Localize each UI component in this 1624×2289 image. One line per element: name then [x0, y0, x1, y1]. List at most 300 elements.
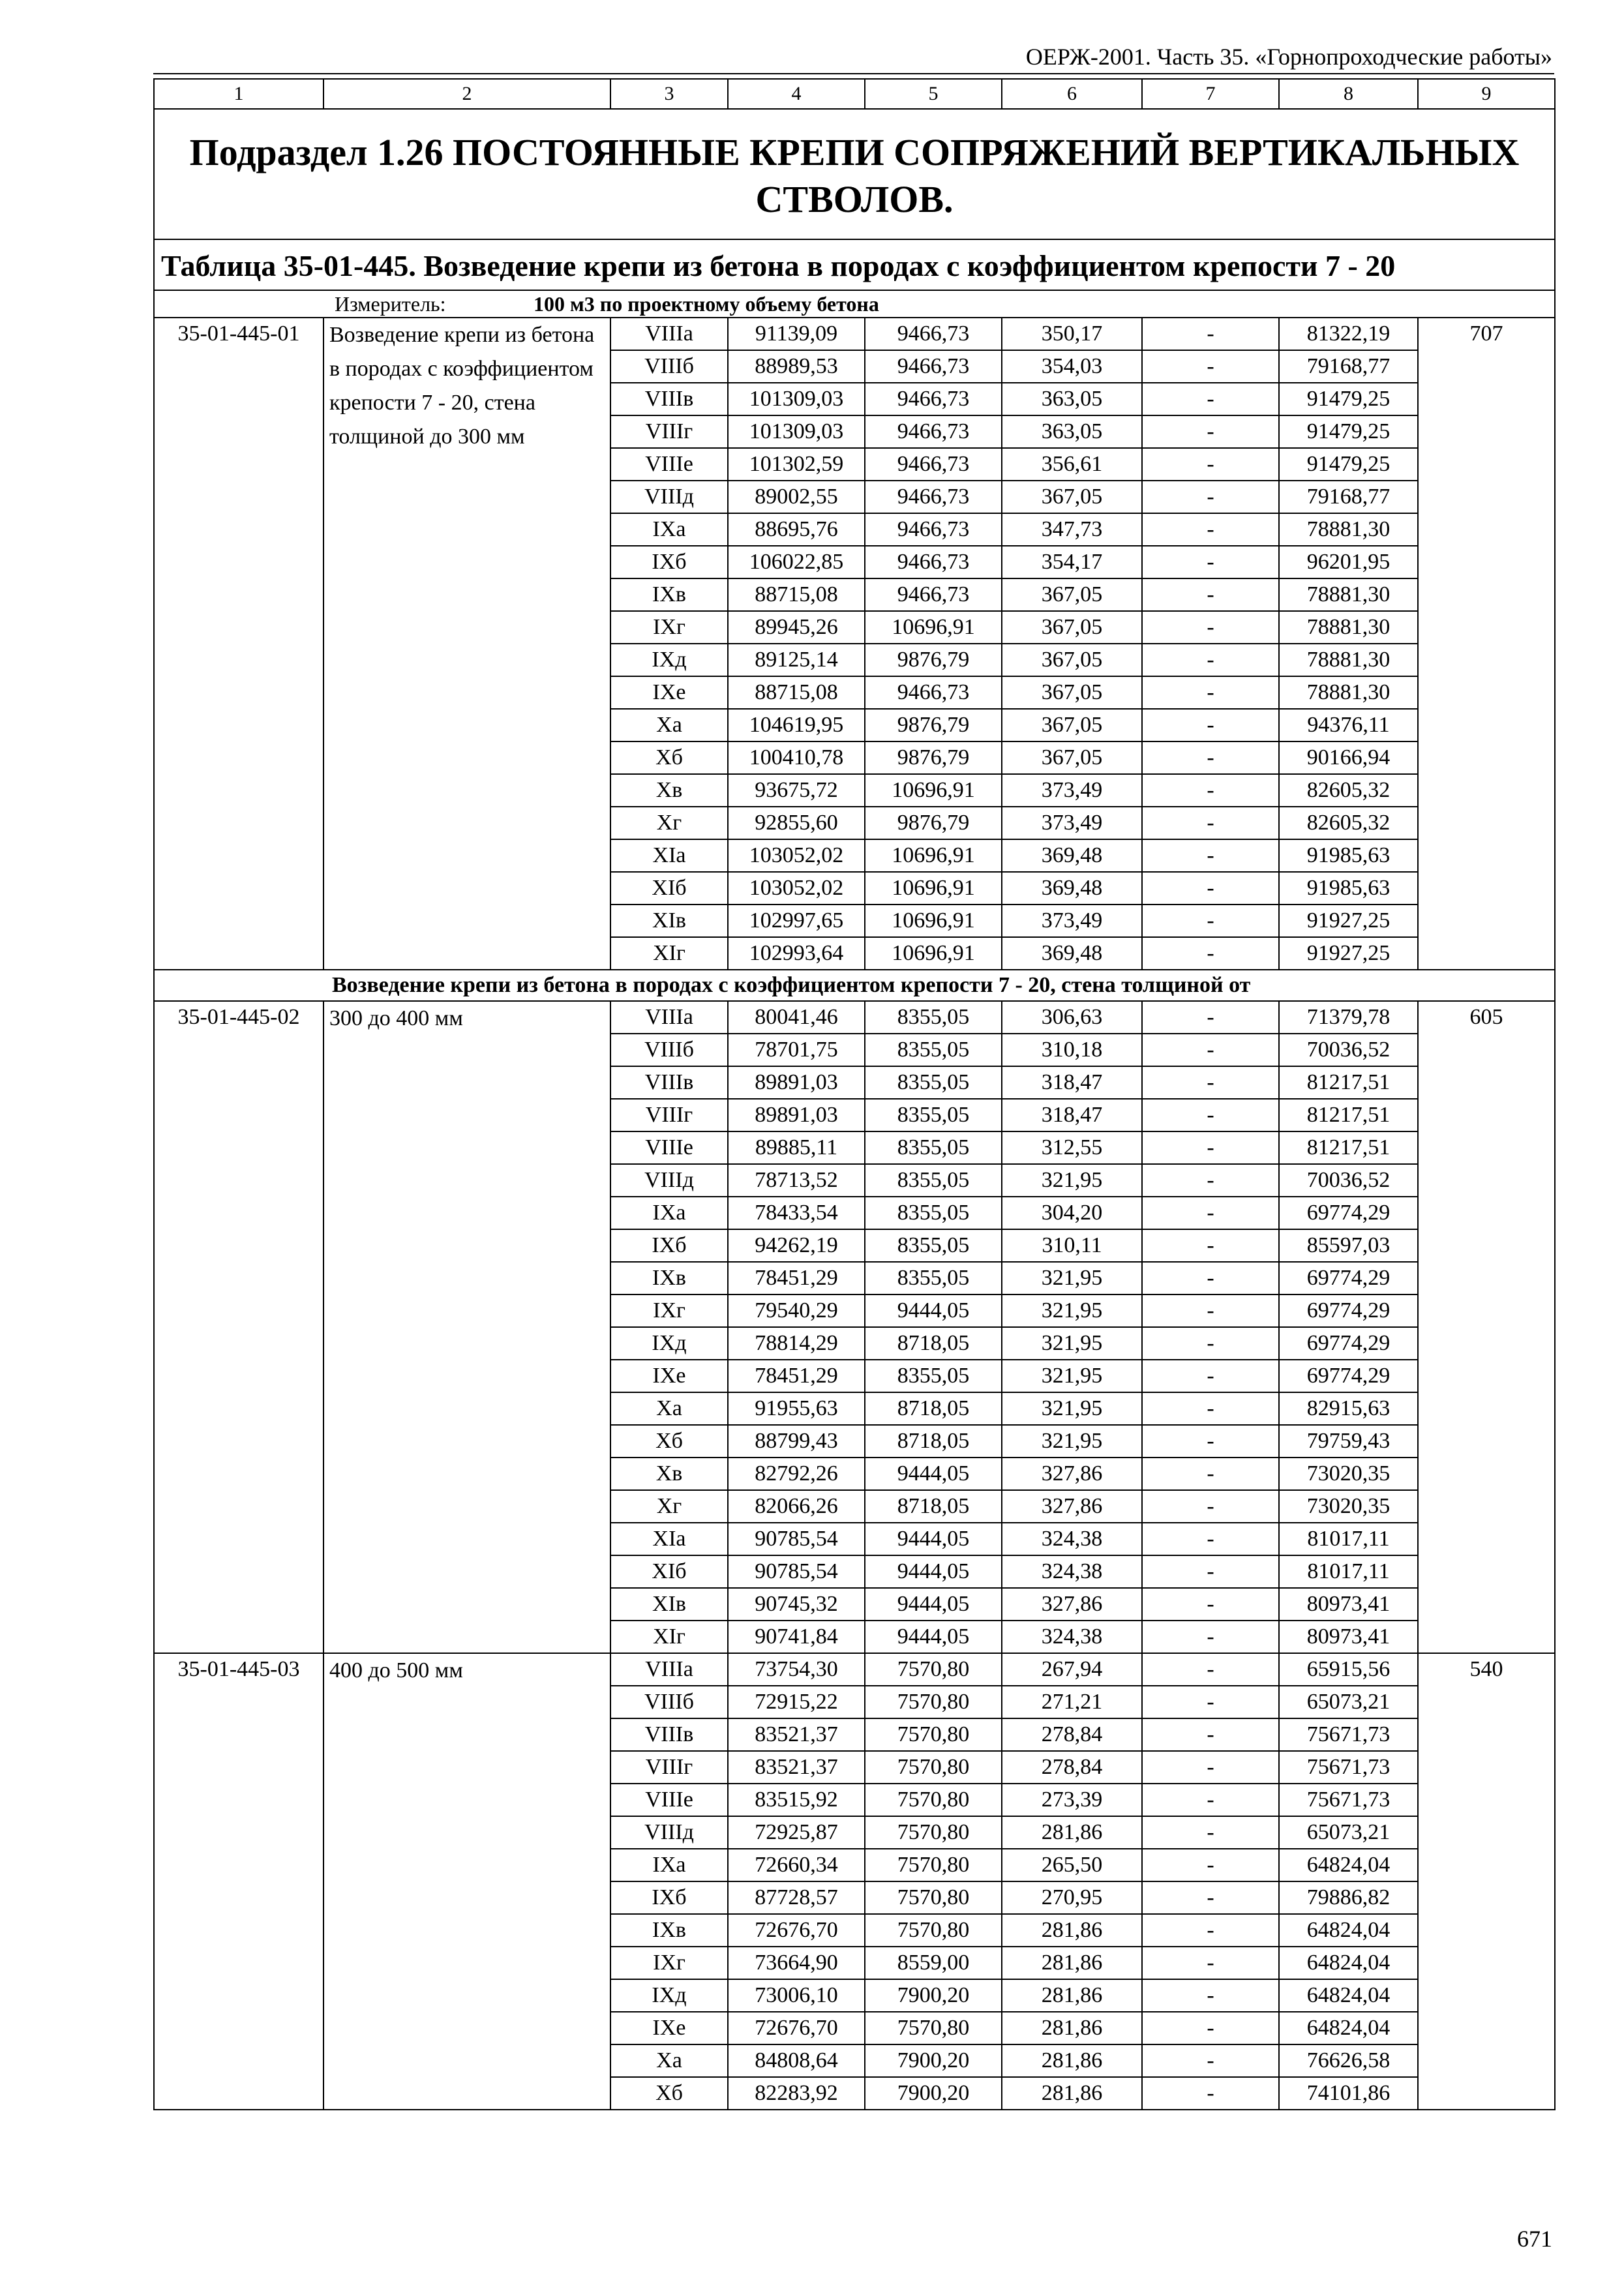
value-col4-cell: 78701,75 [728, 1034, 865, 1066]
value-col7-cell: - [1142, 1066, 1279, 1099]
value-col5-cell: 8718,05 [865, 1425, 1002, 1458]
value-col5-cell: 8718,05 [865, 1490, 1002, 1523]
rock-category-cell: IXд [610, 1979, 728, 2012]
value-col6-cell: 267,94 [1002, 1653, 1142, 1686]
value-col4-cell: 104619,95 [728, 709, 865, 741]
value-col8-cell: 78881,30 [1279, 513, 1418, 546]
rate-code: 35-01-445-03 [154, 1653, 323, 2110]
value-col7-cell: - [1142, 1718, 1279, 1751]
value-col5-cell: 7570,80 [865, 1881, 1002, 1914]
value-col4-cell: 89891,03 [728, 1066, 865, 1099]
value-col7-cell: - [1142, 1979, 1279, 2012]
value-col4-cell: 87728,57 [728, 1881, 865, 1914]
rock-category-cell: VIIIб [610, 1034, 728, 1066]
rock-category-cell: IXе [610, 1360, 728, 1392]
value-col8-cell: 75671,73 [1279, 1751, 1418, 1784]
value-col6-cell: 270,95 [1002, 1881, 1142, 1914]
value-col6-cell: 265,50 [1002, 1849, 1142, 1881]
group-heading: Возведение крепи из бетона в породах с коэффициентом крепости 7 - 20, стена толщиной от [154, 970, 1555, 1001]
value-col7-cell: - [1142, 839, 1279, 872]
value-col7-cell: - [1142, 546, 1279, 578]
column-number: 1 [154, 79, 323, 109]
value-col5-cell: 9876,79 [865, 709, 1002, 741]
value-col5-cell: 9444,05 [865, 1555, 1002, 1588]
value-col4-cell: 89885,11 [728, 1131, 865, 1164]
value-col7-cell: - [1142, 1034, 1279, 1066]
value-col6-cell: 363,05 [1002, 415, 1142, 448]
table-row [154, 1001, 1555, 1034]
value-col4-cell: 101309,03 [728, 415, 865, 448]
value-col6-cell: 369,48 [1002, 839, 1142, 872]
value-col8-cell: 81217,51 [1279, 1131, 1418, 1164]
value-col5-cell: 9466,73 [865, 415, 1002, 448]
rock-category-cell: VIIIг [610, 1099, 728, 1131]
column-number: 7 [1142, 79, 1279, 109]
value-col6-cell: 321,95 [1002, 1294, 1142, 1327]
value-col5-cell: 7900,20 [865, 1979, 1002, 2012]
value-col4-cell: 106022,85 [728, 546, 865, 578]
value-col5-cell: 9466,73 [865, 448, 1002, 481]
value-col6-cell: 367,05 [1002, 676, 1142, 709]
table-title: Таблица 35-01-445. Возведение крепи из бетона в породах с коэффициентом крепости 7 - 20 [154, 239, 1555, 290]
value-col6-cell: 327,86 [1002, 1588, 1142, 1621]
rock-category-cell: Xб [610, 1425, 728, 1458]
value-col5-cell: 8355,05 [865, 1099, 1002, 1131]
value-col4-cell: 82792,26 [728, 1458, 865, 1490]
value-col8-cell: 78881,30 [1279, 676, 1418, 709]
value-col6-cell: 278,84 [1002, 1718, 1142, 1751]
value-col6-cell: 312,55 [1002, 1131, 1142, 1164]
value-col7-cell: - [1142, 1849, 1279, 1881]
rock-category-cell: VIIIг [610, 1751, 728, 1784]
value-col4-cell: 88715,08 [728, 676, 865, 709]
table-title-row [154, 239, 1555, 290]
value-col6-cell: 281,86 [1002, 2012, 1142, 2044]
value-col4-cell: 73754,30 [728, 1653, 865, 1686]
rock-category-cell: VIIIв [610, 1718, 728, 1751]
value-col5-cell: 7570,80 [865, 1849, 1002, 1881]
rock-category-cell: XIг [610, 937, 728, 970]
rock-category-cell: VIIIб [610, 1686, 728, 1718]
value-col4-cell: 78451,29 [728, 1360, 865, 1392]
subsection-row [154, 109, 1555, 239]
value-col5-cell: 9466,73 [865, 676, 1002, 709]
rock-category-cell: VIIIв [610, 383, 728, 415]
value-col6-cell: 321,95 [1002, 1392, 1142, 1425]
value-col7-cell: - [1142, 1784, 1279, 1816]
value-col5-cell: 7570,80 [865, 1718, 1002, 1751]
value-col5-cell: 10696,91 [865, 611, 1002, 644]
value-col8-cell: 91985,63 [1279, 872, 1418, 905]
value-col7-cell: - [1142, 1262, 1279, 1294]
rock-category-cell: Xг [610, 1490, 728, 1523]
value-col4-cell: 90741,84 [728, 1621, 865, 1653]
table-row [154, 318, 1555, 350]
rock-category-cell: XIа [610, 839, 728, 872]
rock-category-cell: VIIIд [610, 481, 728, 513]
value-col5-cell: 9876,79 [865, 644, 1002, 676]
value-col5-cell: 7570,80 [865, 1816, 1002, 1849]
rock-category-cell: IXб [610, 546, 728, 578]
value-col5-cell: 10696,91 [865, 937, 1002, 970]
value-col8-cell: 78881,30 [1279, 644, 1418, 676]
rock-category-cell: IXб [610, 1881, 728, 1914]
value-col5-cell: 7570,80 [865, 1914, 1002, 1947]
value-col8-cell: 69774,29 [1279, 1197, 1418, 1229]
value-col6-cell: 367,05 [1002, 741, 1142, 774]
value-col8-cell: 65073,21 [1279, 1686, 1418, 1718]
value-col8-cell: 64824,04 [1279, 1979, 1418, 2012]
value-col8-cell: 75671,73 [1279, 1784, 1418, 1816]
value-col7-cell: - [1142, 1425, 1279, 1458]
value-col4-cell: 90785,54 [728, 1523, 865, 1555]
column-number: 8 [1279, 79, 1418, 109]
group-heading-row [154, 970, 1555, 1001]
value-col7-cell: - [1142, 1490, 1279, 1523]
rock-category-cell: IXг [610, 1947, 728, 1979]
value-col5-cell: 10696,91 [865, 839, 1002, 872]
value-col8-cell: 71379,78 [1279, 1001, 1418, 1034]
column-number: 9 [1418, 79, 1555, 109]
rock-category-cell: IXе [610, 676, 728, 709]
rate-code: 35-01-445-01 [154, 318, 323, 970]
value-col7-cell: - [1142, 644, 1279, 676]
value-col6-cell: 324,38 [1002, 1621, 1142, 1653]
rock-category-cell: Xа [610, 1392, 728, 1425]
value-col5-cell: 8718,05 [865, 1327, 1002, 1360]
value-col7-cell: - [1142, 1327, 1279, 1360]
value-col4-cell: 103052,02 [728, 839, 865, 872]
value-col8-cell: 69774,29 [1279, 1360, 1418, 1392]
value-col8-cell: 82915,63 [1279, 1392, 1418, 1425]
value-col5-cell: 8355,05 [865, 1229, 1002, 1262]
value-col7-cell: - [1142, 1294, 1279, 1327]
value-col7-cell: - [1142, 513, 1279, 546]
value-col8-cell: 91479,25 [1279, 415, 1418, 448]
value-col8-cell: 74101,86 [1279, 2077, 1418, 2110]
rock-category-cell: Xв [610, 774, 728, 807]
value-col8-cell: 91479,25 [1279, 383, 1418, 415]
value-col5-cell: 8355,05 [865, 1262, 1002, 1294]
value-col8-cell: 91927,25 [1279, 937, 1418, 970]
value-col6-cell: 367,05 [1002, 644, 1142, 676]
value-col5-cell: 10696,91 [865, 872, 1002, 905]
value-col8-cell: 81017,11 [1279, 1523, 1418, 1555]
value-col4-cell: 78814,29 [728, 1327, 865, 1360]
value-col8-cell: 79759,43 [1279, 1425, 1418, 1458]
value-col5-cell: 8355,05 [865, 1360, 1002, 1392]
value-col4-cell: 78451,29 [728, 1262, 865, 1294]
value-col8-cell: 78881,30 [1279, 578, 1418, 611]
value-col4-cell: 73006,10 [728, 1979, 865, 2012]
value-col4-cell: 90745,32 [728, 1588, 865, 1621]
value-col6-cell: 354,03 [1002, 350, 1142, 383]
value-col7-cell: - [1142, 1881, 1279, 1914]
value-col7-cell: - [1142, 2077, 1279, 2110]
value-col5-cell: 9876,79 [865, 807, 1002, 839]
value-col7-cell: - [1142, 709, 1279, 741]
value-col4-cell: 92855,60 [728, 807, 865, 839]
column-number-row [154, 79, 1555, 109]
value-col5-cell: 9466,73 [865, 578, 1002, 611]
value-col6-cell: 363,05 [1002, 383, 1142, 415]
value-col7-cell: - [1142, 2012, 1279, 2044]
value-col4-cell: 94262,19 [728, 1229, 865, 1262]
header-rule [153, 73, 1554, 74]
value-col7-cell: - [1142, 905, 1279, 937]
value-col7-cell: - [1142, 1197, 1279, 1229]
rock-category-cell: XIг [610, 1621, 728, 1653]
value-col6-cell: 306,63 [1002, 1001, 1142, 1034]
value-col5-cell: 8355,05 [865, 1066, 1002, 1099]
value-col7-cell: - [1142, 1751, 1279, 1784]
value-col6-cell: 318,47 [1002, 1099, 1142, 1131]
column-number: 5 [865, 79, 1002, 109]
rock-category-cell: Xа [610, 709, 728, 741]
value-col6-cell: 324,38 [1002, 1555, 1142, 1588]
column-number: 6 [1002, 79, 1142, 109]
value-col7-cell: - [1142, 1001, 1279, 1034]
value-col7-cell: - [1142, 807, 1279, 839]
value-col5-cell: 8559,00 [865, 1947, 1002, 1979]
value-col7-cell: - [1142, 937, 1279, 970]
value-col7-cell: - [1142, 611, 1279, 644]
value-col8-cell: 81217,51 [1279, 1066, 1418, 1099]
value-col7-cell: - [1142, 1588, 1279, 1621]
value-col4-cell: 83521,37 [728, 1718, 865, 1751]
value-col5-cell: 8355,05 [865, 1197, 1002, 1229]
value-col4-cell: 101302,59 [728, 448, 865, 481]
value-col6-cell: 367,05 [1002, 481, 1142, 513]
value-col5-cell: 8718,05 [865, 1392, 1002, 1425]
value-col7-cell: - [1142, 1099, 1279, 1131]
value-col6-cell: 373,49 [1002, 774, 1142, 807]
value-col6-cell: 356,61 [1002, 448, 1142, 481]
table-row [154, 1653, 1555, 1686]
value-col6-cell: 278,84 [1002, 1751, 1142, 1784]
work-description: 400 до 500 мм [323, 1653, 610, 2110]
value-col7-cell: - [1142, 1947, 1279, 1979]
value-col4-cell: 79540,29 [728, 1294, 865, 1327]
value-col4-cell: 78433,54 [728, 1197, 865, 1229]
value-col6-cell: 281,86 [1002, 1914, 1142, 1947]
value-col6-cell: 281,86 [1002, 1816, 1142, 1849]
value-col8-cell: 64824,04 [1279, 1947, 1418, 1979]
value-col4-cell: 88989,53 [728, 350, 865, 383]
value-col8-cell: 91927,25 [1279, 905, 1418, 937]
measure-label: Измеритель: [335, 292, 446, 316]
labor-total: 605 [1418, 1001, 1555, 1653]
value-col7-cell: - [1142, 1164, 1279, 1197]
value-col4-cell: 101309,03 [728, 383, 865, 415]
value-col7-cell: - [1142, 676, 1279, 709]
rock-category-cell: VIIIа [610, 1001, 728, 1034]
rock-category-cell: XIа [610, 1523, 728, 1555]
rock-category-cell: IXб [610, 1229, 728, 1262]
value-col5-cell: 8355,05 [865, 1001, 1002, 1034]
value-col7-cell: - [1142, 415, 1279, 448]
value-col7-cell: - [1142, 1523, 1279, 1555]
value-col4-cell: 102993,64 [728, 937, 865, 970]
work-description: Возведение крепи из бетона в породах с коэффициентом крепости 7 - 20, стена толщиной до 300 мм [323, 318, 610, 970]
value-col7-cell: - [1142, 1555, 1279, 1588]
value-col7-cell: - [1142, 1816, 1279, 1849]
rock-category-cell: IXа [610, 1197, 728, 1229]
rates-table [153, 78, 1556, 2110]
value-col8-cell: 73020,35 [1279, 1490, 1418, 1523]
subsection-title: Подраздел 1.26 ПОСТОЯННЫЕ КРЕПИ СОПРЯЖЕНИЙ ВЕРТИКАЛЬНЫХ СТВОЛОВ. [154, 109, 1555, 239]
value-col6-cell: 321,95 [1002, 1327, 1142, 1360]
column-number: 4 [728, 79, 865, 109]
rock-category-cell: Xв [610, 1458, 728, 1490]
value-col8-cell: 81322,19 [1279, 318, 1418, 350]
value-col5-cell: 7570,80 [865, 1784, 1002, 1816]
value-col8-cell: 64824,04 [1279, 1849, 1418, 1881]
value-col5-cell: 9466,73 [865, 318, 1002, 350]
value-col5-cell: 10696,91 [865, 905, 1002, 937]
value-col5-cell: 9876,79 [865, 741, 1002, 774]
measure-cell [154, 290, 1555, 318]
value-col8-cell: 82605,32 [1279, 774, 1418, 807]
value-col4-cell: 100410,78 [728, 741, 865, 774]
value-col5-cell: 7570,80 [865, 1653, 1002, 1686]
column-number: 2 [323, 79, 610, 109]
rock-category-cell: VIIIд [610, 1164, 728, 1197]
value-col6-cell: 281,86 [1002, 2077, 1142, 2110]
value-col5-cell: 9444,05 [865, 1294, 1002, 1327]
rock-category-cell: VIIIе [610, 448, 728, 481]
value-col5-cell: 9466,73 [865, 546, 1002, 578]
value-col4-cell: 90785,54 [728, 1555, 865, 1588]
value-col8-cell: 81217,51 [1279, 1099, 1418, 1131]
value-col6-cell: 369,48 [1002, 872, 1142, 905]
value-col4-cell: 83515,92 [728, 1784, 865, 1816]
value-col4-cell: 80041,46 [728, 1001, 865, 1034]
value-col6-cell: 321,95 [1002, 1425, 1142, 1458]
rock-category-cell: VIIIе [610, 1784, 728, 1816]
value-col7-cell: - [1142, 1392, 1279, 1425]
rock-category-cell: Xа [610, 2044, 728, 2077]
running-header: ОЕРЖ-2001. Часть 35. «Горнопроходческие работы» [1025, 44, 1552, 70]
value-col7-cell: - [1142, 1686, 1279, 1718]
rock-category-cell: IXг [610, 611, 728, 644]
rock-category-cell: IXв [610, 578, 728, 611]
value-col6-cell: 327,86 [1002, 1458, 1142, 1490]
value-col4-cell: 89945,26 [728, 611, 865, 644]
value-col8-cell: 96201,95 [1279, 546, 1418, 578]
value-col5-cell: 7570,80 [865, 2012, 1002, 2044]
value-col8-cell: 73020,35 [1279, 1458, 1418, 1490]
value-col5-cell: 8355,05 [865, 1164, 1002, 1197]
rock-category-cell: IXв [610, 1914, 728, 1947]
value-col5-cell: 7570,80 [865, 1751, 1002, 1784]
value-col8-cell: 90166,94 [1279, 741, 1418, 774]
page-number: 671 [1517, 2226, 1552, 2252]
value-col4-cell: 72676,70 [728, 2012, 865, 2044]
value-col8-cell: 82605,32 [1279, 807, 1418, 839]
value-col6-cell: 367,05 [1002, 611, 1142, 644]
value-col7-cell: - [1142, 448, 1279, 481]
value-col6-cell: 321,95 [1002, 1360, 1142, 1392]
rock-category-cell: XIб [610, 1555, 728, 1588]
value-col8-cell: 70036,52 [1279, 1034, 1418, 1066]
value-col8-cell: 79168,77 [1279, 350, 1418, 383]
value-col5-cell: 9444,05 [865, 1523, 1002, 1555]
value-col5-cell: 9466,73 [865, 383, 1002, 415]
value-col7-cell: - [1142, 578, 1279, 611]
value-col4-cell: 82283,92 [728, 2077, 865, 2110]
value-col5-cell: 7900,20 [865, 2077, 1002, 2110]
measure-row [154, 290, 1555, 318]
value-col8-cell: 64824,04 [1279, 1914, 1418, 1947]
value-col4-cell: 83521,37 [728, 1751, 865, 1784]
value-col6-cell: 304,20 [1002, 1197, 1142, 1229]
value-col6-cell: 324,38 [1002, 1523, 1142, 1555]
rock-category-cell: IXв [610, 1262, 728, 1294]
value-col8-cell: 78881,30 [1279, 611, 1418, 644]
value-col8-cell: 64824,04 [1279, 2012, 1418, 2044]
rock-category-cell: VIIIб [610, 350, 728, 383]
value-col6-cell: 321,95 [1002, 1164, 1142, 1197]
value-col7-cell: - [1142, 1621, 1279, 1653]
value-col8-cell: 80973,41 [1279, 1588, 1418, 1621]
rock-category-cell: XIв [610, 905, 728, 937]
value-col4-cell: 93675,72 [728, 774, 865, 807]
value-col5-cell: 9444,05 [865, 1588, 1002, 1621]
rock-category-cell: IXа [610, 513, 728, 546]
value-col5-cell: 7900,20 [865, 2044, 1002, 2077]
value-col8-cell: 65073,21 [1279, 1816, 1418, 1849]
value-col5-cell: 9444,05 [865, 1621, 1002, 1653]
value-col6-cell: 367,05 [1002, 709, 1142, 741]
value-col4-cell: 88695,76 [728, 513, 865, 546]
value-col6-cell: 373,49 [1002, 807, 1142, 839]
value-col4-cell: 73664,90 [728, 1947, 865, 1979]
value-col5-cell: 9466,73 [865, 350, 1002, 383]
value-col7-cell: - [1142, 1229, 1279, 1262]
rock-category-cell: Xг [610, 807, 728, 839]
value-col6-cell: 310,11 [1002, 1229, 1142, 1262]
value-col4-cell: 88799,43 [728, 1425, 865, 1458]
value-col5-cell: 9466,73 [865, 481, 1002, 513]
value-col7-cell: - [1142, 2044, 1279, 2077]
rock-category-cell: VIIIв [610, 1066, 728, 1099]
value-col6-cell: 281,86 [1002, 1979, 1142, 2012]
value-col4-cell: 89002,55 [728, 481, 865, 513]
value-col7-cell: - [1142, 741, 1279, 774]
labor-total: 540 [1418, 1653, 1555, 2110]
value-col8-cell: 69774,29 [1279, 1294, 1418, 1327]
value-col6-cell: 327,86 [1002, 1490, 1142, 1523]
value-col6-cell: 354,17 [1002, 546, 1142, 578]
value-col6-cell: 369,48 [1002, 937, 1142, 970]
value-col4-cell: 103052,02 [728, 872, 865, 905]
rock-category-cell: IXд [610, 1327, 728, 1360]
value-col8-cell: 91479,25 [1279, 448, 1418, 481]
value-col6-cell: 373,49 [1002, 905, 1142, 937]
value-col4-cell: 72925,87 [728, 1816, 865, 1849]
value-col6-cell: 347,73 [1002, 513, 1142, 546]
value-col8-cell: 65915,56 [1279, 1653, 1418, 1686]
value-col6-cell: 318,47 [1002, 1066, 1142, 1099]
value-col5-cell: 9444,05 [865, 1458, 1002, 1490]
value-col7-cell: - [1142, 383, 1279, 415]
value-col7-cell: - [1142, 481, 1279, 513]
rate-code: 35-01-445-02 [154, 1001, 323, 1653]
value-col5-cell: 10696,91 [865, 774, 1002, 807]
value-col7-cell: - [1142, 1360, 1279, 1392]
rock-category-cell: IXд [610, 644, 728, 676]
